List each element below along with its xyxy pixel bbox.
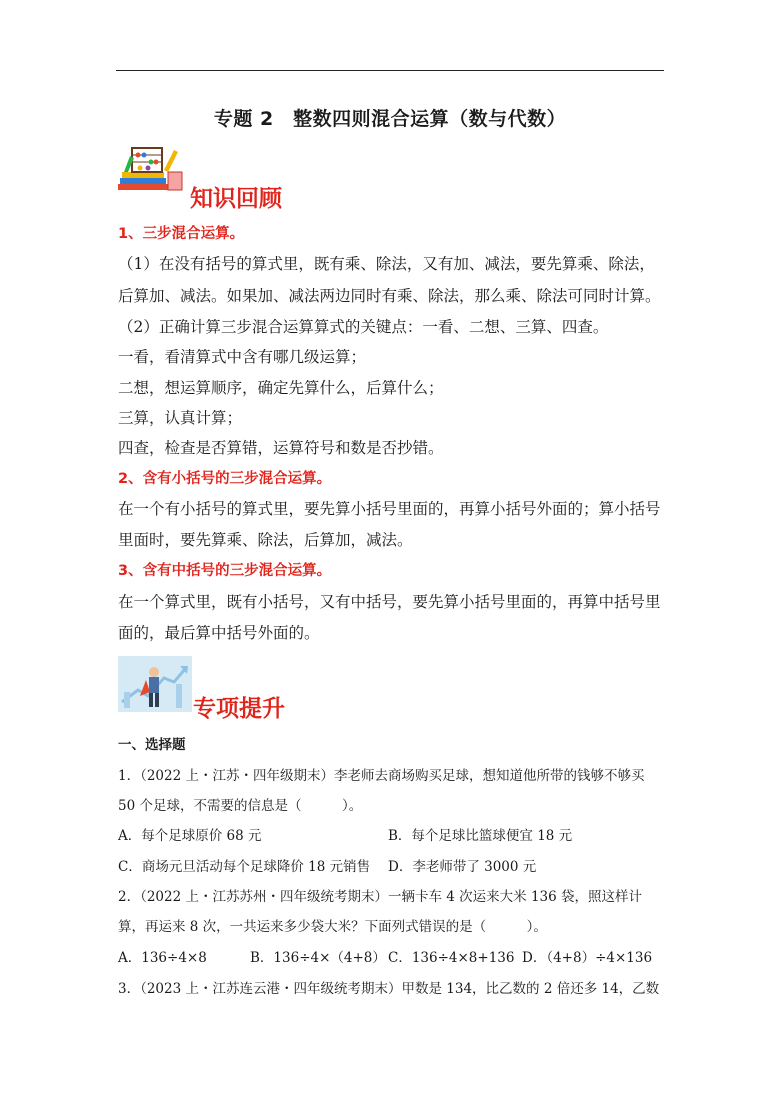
knowledge-text: 在一个算式里，既有小括号，又有中括号，要先算小括号里面的，再算中括号里 xyxy=(118,593,661,611)
knowledge-heading-2: 2、含有小括号的三步混合运算。 xyxy=(118,471,332,487)
knowledge-text: 四查，检查是否算错，运算符号和数是否抄错。 xyxy=(118,439,444,457)
option-b: B．136÷4×（4+8） xyxy=(250,950,386,966)
knowledge-text: 三算，认真计算； xyxy=(118,409,243,427)
knowledge-text: （2）正确计算三步混合运算算式的关键点：一看、二想、三算、四查。 xyxy=(118,318,609,336)
question-group-title: 一、选择题 xyxy=(118,737,186,753)
knowledge-heading-1: 1、三步混合运算。 xyxy=(118,226,245,242)
option-d: D．李老师带了 3000 元 xyxy=(388,859,537,875)
option-b: B．每个足球比篮球便宜 18 元 xyxy=(388,828,573,844)
knowledge-text: 在一个有小括号的算式里，要先算小括号里面的，再算小括号外面的；算小括号 xyxy=(118,500,661,518)
question-text: 2．（2022 上・江苏苏州・四年级统考期末）一辆卡车 4 次运来大米 136 袋，照这样计 xyxy=(118,889,643,905)
option-a: A．每个足球原价 68 元 xyxy=(118,828,262,844)
knowledge-text: 里面时，要先算乘、除法，后算加，减法。 xyxy=(118,531,413,549)
section-heading-review: 知识回顾 xyxy=(190,185,282,212)
option-c: C．商场元旦活动每个足球降价 18 元销售 xyxy=(118,859,371,875)
knowledge-text: （1）在没有括号的算式里，既有乘、除法，又有加、减法，要先算乘、除法， xyxy=(118,255,655,273)
knowledge-text: 一看，看清算式中含有哪几级运算； xyxy=(118,348,367,366)
abacus-books-icon xyxy=(118,146,184,196)
knowledge-heading-3: 3、含有中括号的三步混合运算。 xyxy=(118,563,332,579)
header-rule xyxy=(116,70,664,71)
option-c: C．136÷4×8+136 xyxy=(388,950,515,966)
option-a: A．136÷4×8 xyxy=(118,950,207,966)
superhero-growth-icon xyxy=(118,656,192,712)
question-text: 1．（2022 上・江苏・四年级期末）李老师去商场购买足球，想知道他所带的钱够不够买 xyxy=(118,768,645,784)
page-title: 专题 2 整数四则混合运算（数与代数） xyxy=(213,108,567,130)
question-text: 3．（2023 上・江苏连云港・四年级统考期末）甲数是 134，比乙数的 2 倍还多 14，乙数 xyxy=(118,981,660,997)
knowledge-text: 后算加、减法。如果加、减法两边同时有乘、除法，那么乘、除法可同时计算。 xyxy=(118,287,661,305)
section-heading-practice: 专项提升 xyxy=(193,695,285,722)
question-text: 算，再运来 8 次，一共运来多少袋大米？下面列式错误的是（ ）。 xyxy=(118,919,547,935)
knowledge-text: 面的，最后算中括号外面的。 xyxy=(118,624,320,642)
knowledge-text: 二想，想运算顺序，确定先算什么，后算什么； xyxy=(118,379,444,397)
option-d: D．（4+8）÷4×136 xyxy=(522,950,653,966)
question-text: 50 个足球，不需要的信息是（ ）。 xyxy=(118,798,363,814)
